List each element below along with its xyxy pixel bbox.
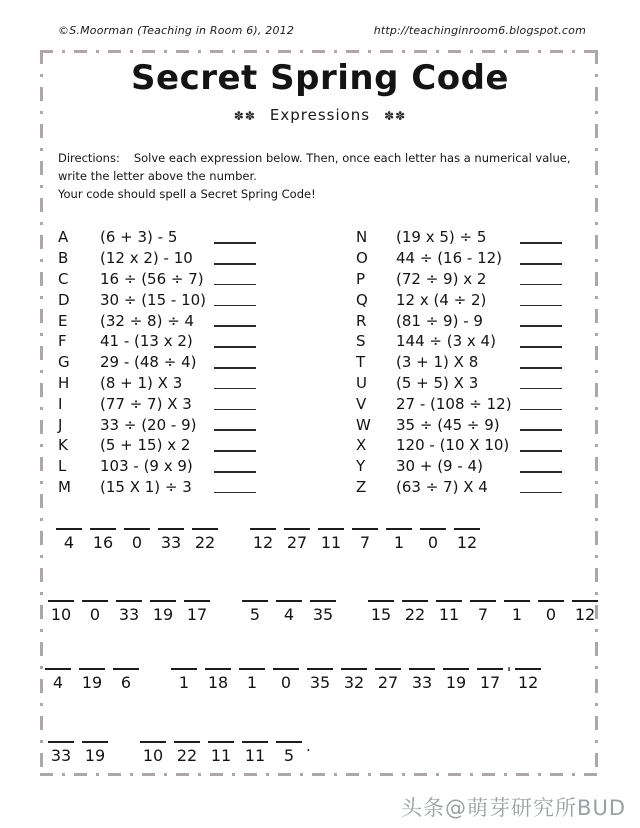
answer-blank-line bbox=[276, 600, 302, 602]
answer-blank-line bbox=[90, 528, 116, 530]
expression-letter: R bbox=[356, 311, 367, 330]
answer-blank-line bbox=[402, 600, 428, 602]
expression-text: 41 - (13 x 2) bbox=[100, 332, 193, 351]
answer-cell bbox=[56, 528, 82, 552]
watermark-text: 头条@萌芽研究所BUD bbox=[401, 796, 626, 820]
answer-number: 4 bbox=[283, 605, 295, 624]
answer-blank-line bbox=[477, 668, 503, 670]
answer-cell bbox=[375, 668, 401, 692]
answer-blank-line bbox=[538, 600, 564, 602]
directions-line2: Your code should spell a Secret Spring Code! bbox=[58, 186, 316, 201]
expression-letter: U bbox=[356, 373, 367, 392]
expression-text: 29 - (48 ÷ 4) bbox=[100, 353, 197, 372]
page-title: Secret Spring Code bbox=[131, 58, 509, 98]
answer-cell bbox=[443, 668, 469, 692]
answer-cell bbox=[420, 528, 446, 552]
answer-number: 33 bbox=[160, 533, 182, 552]
answer-row bbox=[48, 600, 598, 624]
answer-word bbox=[242, 600, 336, 624]
expression-letter: I bbox=[58, 394, 63, 413]
answer-cell bbox=[184, 600, 210, 624]
expression-text: 30 ÷ (15 - 10) bbox=[100, 290, 207, 309]
expression-text: (5 + 5) X 3 bbox=[396, 373, 479, 392]
answer-blank-line bbox=[307, 668, 333, 670]
expression-text: 144 ÷ (3 x 4) bbox=[396, 332, 496, 351]
expression-letter: A bbox=[58, 228, 69, 247]
expression-letter: Z bbox=[356, 477, 367, 496]
answer-number: 12 bbox=[252, 533, 274, 552]
answer-number: 35 bbox=[312, 605, 334, 624]
expression-letter: B bbox=[58, 249, 69, 268]
answer-cell bbox=[79, 668, 105, 692]
answer-number: 33 bbox=[118, 605, 140, 624]
answer-cell bbox=[242, 741, 268, 765]
expression-letter: N bbox=[356, 228, 368, 247]
answer-number: 4 bbox=[63, 533, 75, 552]
answer-blank-line bbox=[158, 528, 184, 530]
answer-number: 27 bbox=[377, 673, 399, 692]
answer-cell bbox=[273, 668, 299, 692]
answer-cell bbox=[48, 600, 74, 624]
answer-cell bbox=[150, 600, 176, 624]
answer-number: 17 bbox=[186, 605, 208, 624]
answer-blank-line bbox=[341, 668, 367, 670]
expression-letter: J bbox=[58, 415, 63, 434]
answer-number: 5 bbox=[249, 605, 261, 624]
answer-number: 22 bbox=[194, 533, 216, 552]
subtitle-label: Expressions bbox=[269, 106, 371, 124]
expression-text: 33 ÷ (20 - 9) bbox=[100, 415, 197, 434]
answer-number: 18 bbox=[207, 673, 229, 692]
answer-cell bbox=[572, 600, 598, 624]
expression-letter: S bbox=[356, 332, 366, 351]
answer-blank-line bbox=[284, 528, 310, 530]
answer-number: 32 bbox=[343, 673, 365, 692]
answer-blank-line bbox=[48, 741, 74, 743]
expression-letter: Y bbox=[356, 457, 366, 476]
answer-number: 7 bbox=[359, 533, 371, 552]
answer-number: 11 bbox=[438, 605, 460, 624]
apostrophe-mark: ' bbox=[507, 664, 512, 682]
expression-text: (8 + 1) X 3 bbox=[100, 373, 183, 392]
answer-blank-line bbox=[140, 741, 166, 743]
answer-blank-line bbox=[250, 528, 276, 530]
answer-cell bbox=[124, 528, 150, 552]
answer-blank-line bbox=[174, 741, 200, 743]
expression-text: (63 ÷ 7) X 4 bbox=[396, 477, 488, 496]
expression-text: 103 - (9 x 9) bbox=[100, 457, 193, 476]
expression-text: (5 + 15) x 2 bbox=[100, 436, 191, 455]
expression-letter: Q bbox=[356, 290, 368, 309]
expression-text: 16 ÷ (56 ÷ 7) bbox=[100, 269, 204, 288]
answer-blank-line bbox=[48, 600, 74, 602]
answer-number: 1 bbox=[246, 673, 258, 692]
expression-text: 30 + (9 - 4) bbox=[396, 457, 483, 476]
expression-letter: H bbox=[58, 373, 70, 392]
answer-cell bbox=[45, 668, 71, 692]
answer-cell bbox=[352, 528, 378, 552]
answer-cell bbox=[116, 600, 142, 624]
expression-text: (77 ÷ 7) X 3 bbox=[100, 394, 192, 413]
answer-number: 4 bbox=[52, 673, 64, 692]
expression-letter: P bbox=[356, 269, 366, 288]
answer-blank-line bbox=[150, 600, 176, 602]
answer-cell bbox=[504, 600, 530, 624]
answer-cell bbox=[515, 668, 541, 692]
expression-text: (19 x 5) ÷ 5 bbox=[396, 228, 487, 247]
answer-number: 19 bbox=[84, 746, 106, 765]
answer-row bbox=[56, 528, 480, 552]
answer-blank-line bbox=[184, 600, 210, 602]
answer-blank-line bbox=[82, 741, 108, 743]
answer-word bbox=[140, 737, 311, 765]
answer-blank-line bbox=[113, 668, 139, 670]
answer-blank-line bbox=[318, 528, 344, 530]
answer-blank-line bbox=[273, 668, 299, 670]
answer-cell bbox=[205, 668, 231, 692]
answer-blank-line bbox=[276, 741, 302, 743]
expression-text: 120 - (10 X 10) bbox=[396, 436, 510, 455]
answer-blank-line bbox=[420, 528, 446, 530]
answer-blank-line bbox=[239, 668, 265, 670]
answer-number: 6 bbox=[120, 673, 132, 692]
answer-word bbox=[48, 741, 108, 765]
answer-blank-line bbox=[205, 668, 231, 670]
answer-number: 0 bbox=[280, 673, 292, 692]
answer-blank-line bbox=[310, 600, 336, 602]
answer-number: 33 bbox=[411, 673, 433, 692]
answer-blank-line bbox=[79, 668, 105, 670]
answer-number: 0 bbox=[131, 533, 143, 552]
answer-blank-line bbox=[192, 528, 218, 530]
answer-blank-line bbox=[82, 600, 108, 602]
expression-text: (72 ÷ 9) x 2 bbox=[396, 269, 487, 288]
answer-number: 16 bbox=[92, 533, 114, 552]
answer-cell bbox=[140, 741, 166, 765]
answer-cell bbox=[409, 668, 435, 692]
answer-blank-line bbox=[504, 600, 530, 602]
expression-letter: M bbox=[58, 477, 71, 496]
answer-cell bbox=[242, 600, 268, 624]
expression-letter: L bbox=[58, 457, 67, 476]
answer-cell bbox=[436, 600, 462, 624]
answer-number: 19 bbox=[81, 673, 103, 692]
answer-blank-line bbox=[443, 668, 469, 670]
directions-label: Directions: bbox=[58, 151, 120, 165]
expression-text: (15 X 1) ÷ 3 bbox=[100, 477, 192, 496]
answer-cell bbox=[310, 600, 336, 624]
expression-text: 12 x (4 ÷ 2) bbox=[396, 290, 487, 309]
expression-letter: G bbox=[58, 353, 70, 372]
answer-number: 17 bbox=[479, 673, 501, 692]
answer-blank-line bbox=[242, 600, 268, 602]
answer-number: 0 bbox=[89, 605, 101, 624]
expression-letter: T bbox=[356, 353, 366, 372]
answer-cell bbox=[250, 528, 276, 552]
answer-cell bbox=[538, 600, 564, 624]
answer-blank-line bbox=[386, 528, 412, 530]
answer-number: 19 bbox=[445, 673, 467, 692]
expression-text: (81 ÷ 9) - 9 bbox=[396, 311, 483, 330]
expression-letter: V bbox=[356, 394, 367, 413]
answer-blank-line bbox=[515, 668, 541, 670]
answer-number: 35 bbox=[309, 673, 331, 692]
answer-blank-line bbox=[45, 668, 71, 670]
directions-line1: Solve each expression below. Then, once each letter has a numerical value, write the letter above the number. bbox=[58, 151, 571, 183]
answer-cell bbox=[341, 668, 367, 692]
answer-number: 27 bbox=[286, 533, 308, 552]
answer-number: 19 bbox=[152, 605, 174, 624]
answer-number: 1 bbox=[178, 673, 190, 692]
answer-blank-line bbox=[368, 600, 394, 602]
answer-blank-line bbox=[454, 528, 480, 530]
answer-number: 33 bbox=[50, 746, 72, 765]
answer-cell bbox=[113, 668, 139, 692]
answer-number: 11 bbox=[244, 746, 266, 765]
answer-number: 12 bbox=[456, 533, 478, 552]
expression-letter: O bbox=[356, 249, 368, 268]
expression-text: (6 + 3) - 5 bbox=[100, 228, 178, 247]
answer-cell bbox=[386, 528, 412, 552]
answer-number: 7 bbox=[477, 605, 489, 624]
answer-number: 11 bbox=[210, 746, 232, 765]
answer-cell bbox=[454, 528, 480, 552]
expression-text: 44 ÷ (16 - 12) bbox=[396, 249, 503, 268]
answer-row bbox=[45, 664, 541, 692]
answer-word bbox=[368, 600, 598, 624]
expression-text: (3 + 1) X 8 bbox=[396, 353, 479, 372]
punctuation-mark: . bbox=[306, 737, 311, 755]
answer-word bbox=[56, 528, 218, 552]
answer-number: 11 bbox=[320, 533, 342, 552]
answer-word bbox=[171, 664, 541, 692]
answer-cell bbox=[158, 528, 184, 552]
answer-number: 0 bbox=[545, 605, 557, 624]
flower-decor-right-icon: ✽✽ bbox=[384, 109, 407, 123]
answer-word bbox=[250, 528, 480, 552]
answer-cell bbox=[48, 741, 74, 765]
answer-cell bbox=[276, 600, 302, 624]
answer-blank-line bbox=[375, 668, 401, 670]
answer-blank-line bbox=[470, 600, 496, 602]
answer-cell bbox=[402, 600, 428, 624]
answer-cell bbox=[284, 528, 310, 552]
expression-letter: C bbox=[58, 269, 69, 288]
answer-blank-line bbox=[409, 668, 435, 670]
answer-blank-line bbox=[572, 600, 598, 602]
answer-number: 12 bbox=[517, 673, 539, 692]
answer-number: 10 bbox=[50, 605, 72, 624]
expression-letter: F bbox=[58, 332, 67, 351]
expression-letter: X bbox=[356, 436, 367, 455]
answer-word bbox=[48, 600, 210, 624]
flower-decor-left-icon: ✽✽ bbox=[233, 109, 256, 123]
answer-blank-line bbox=[56, 528, 82, 530]
answer-row bbox=[48, 737, 311, 765]
answer-number: 5 bbox=[283, 746, 295, 765]
answer-number: 1 bbox=[393, 533, 405, 552]
answer-cell bbox=[368, 600, 394, 624]
answer-blank-line bbox=[171, 668, 197, 670]
answer-cell bbox=[90, 528, 116, 552]
expression-letter: E bbox=[58, 311, 68, 330]
answer-cell bbox=[174, 741, 200, 765]
answer-blank-line bbox=[208, 741, 234, 743]
expression-letter: D bbox=[58, 290, 70, 309]
answer-number: 22 bbox=[404, 605, 426, 624]
answer-cell bbox=[470, 600, 496, 624]
answer-cell bbox=[276, 741, 302, 765]
expression-letter: K bbox=[58, 436, 68, 455]
answer-number: 0 bbox=[427, 533, 439, 552]
answer-cell bbox=[318, 528, 344, 552]
answer-number: 15 bbox=[370, 605, 392, 624]
answer-cell bbox=[82, 741, 108, 765]
answer-blank-line bbox=[116, 600, 142, 602]
answer-number: 10 bbox=[142, 746, 164, 765]
expression-text: (32 ÷ 8) ÷ 4 bbox=[100, 311, 195, 330]
answer-number: 1 bbox=[511, 605, 523, 624]
expression-text: 27 - (108 ÷ 12) bbox=[396, 394, 512, 413]
expression-text: 35 ÷ (45 ÷ 9) bbox=[396, 415, 500, 434]
answer-cell bbox=[477, 668, 503, 692]
expression-text: (12 x 2) - 10 bbox=[100, 249, 193, 268]
answer-cell bbox=[82, 600, 108, 624]
answer-cell bbox=[307, 668, 333, 692]
answer-blank-line bbox=[124, 528, 150, 530]
answer-cell bbox=[192, 528, 218, 552]
copyright-text: ©S.Moorman (Teaching in Room 6), 2012 bbox=[58, 24, 295, 37]
answer-number: 22 bbox=[176, 746, 198, 765]
answer-cell bbox=[171, 668, 197, 692]
answer-blank-line bbox=[242, 741, 268, 743]
answer-word bbox=[45, 668, 139, 692]
answer-cell bbox=[208, 741, 234, 765]
source-url: http://teachinginroom6.blogspot.com bbox=[373, 24, 586, 37]
answer-cell bbox=[239, 668, 265, 692]
answer-blank-line bbox=[352, 528, 378, 530]
answer-number: 12 bbox=[574, 605, 596, 624]
answer-blank-line bbox=[436, 600, 462, 602]
expression-letter: W bbox=[356, 415, 371, 434]
